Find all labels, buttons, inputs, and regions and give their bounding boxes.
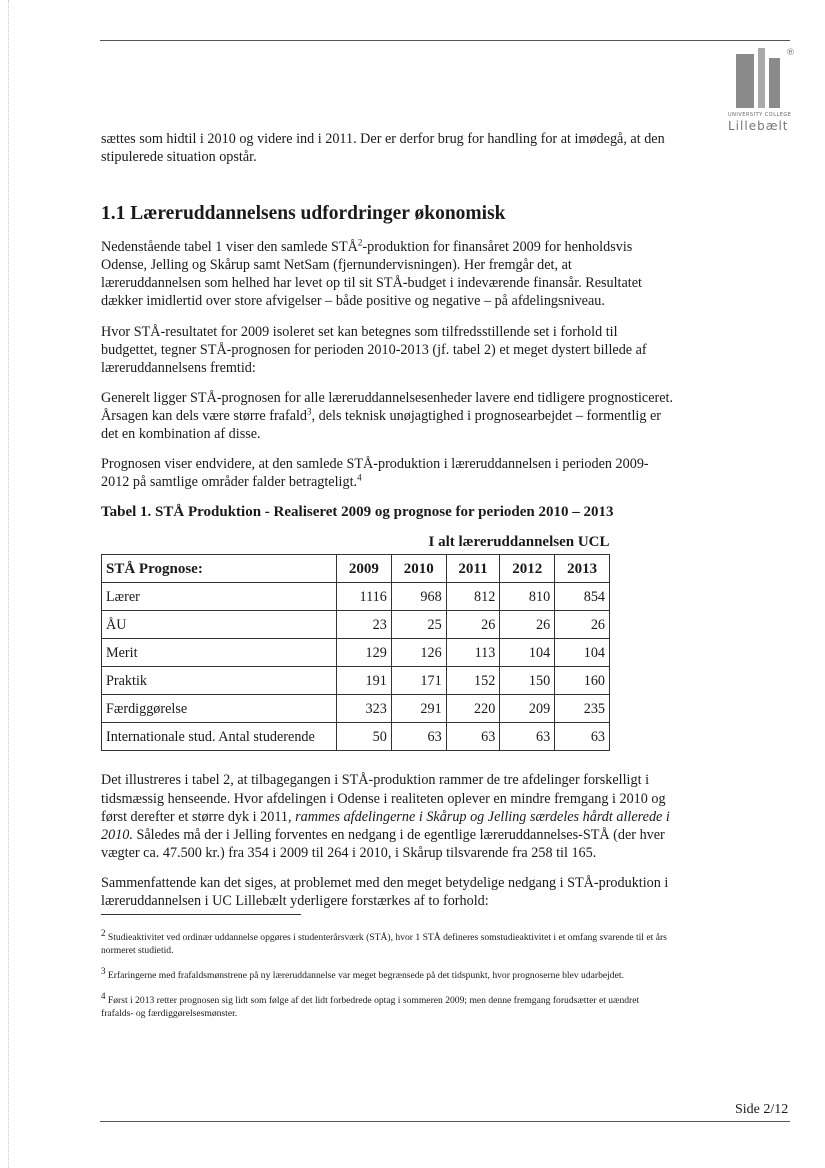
row-label: Lærer <box>102 583 337 611</box>
table-row <box>102 583 610 611</box>
logo-mark-icon <box>736 48 780 108</box>
table-header-year: 2012 <box>500 555 555 583</box>
paragraph-1: Nedenstående tabel 1 viser den samlede STÅ$^2$-produktion for finansåret 2009 for henholdsvis Odense, Jelling og Skårup samt NetSam (fjernundervisningen). Her fremgår det, at læreruddannelsen som helhed har levet op til sit STÅ-budget i indeværende finansår. Resultatet dækker imidlertid over store afvigelser – både positive og negative – på afdelingsniveau. <box>101 237 642 310</box>
table-header-row <box>102 555 610 583</box>
header-rule <box>100 40 790 41</box>
row-value: 63 <box>555 723 610 751</box>
emphasis-text: rammes afdelingerne i Skårup og Jelling særdeles hårdt allerede i 2010. <box>101 808 670 843</box>
row-value: 104 <box>555 639 610 667</box>
table-header-year: 2010 <box>391 555 446 583</box>
row-value: 113 <box>446 639 500 667</box>
paragraph-6: Sammenfattende kan det siges, at problemet med den meget betydelige nedgang i STÅ-produktion i læreruddannelsen i UC Lillebælt yderligere forstærkes af to forhold: <box>101 874 669 909</box>
table-row <box>102 611 610 639</box>
row-value: 220 <box>446 695 500 723</box>
logo-tagline: UNIVERSITY COLLEGE <box>728 112 792 118</box>
logo-name: Lillebælt <box>728 119 789 133</box>
paragraph-3: Generelt ligger STÅ-prognosen for alle læreruddannelsesenheder lavere end tidligere prognosticeret. Årsagen kan dels være større frafald$^3$, dels teknisk unøjagtighed i prognosearbejdet – formentlig er det en kombination af disse. <box>101 389 674 443</box>
row-value: 812 <box>446 583 500 611</box>
scan-edge <box>8 0 9 1168</box>
table-row <box>102 667 610 695</box>
table-row <box>102 695 610 723</box>
footnote-ref-4[interactable]: 4 <box>357 472 362 483</box>
table-header-label: STÅ Prognose: <box>102 555 337 583</box>
footnote-ref-3[interactable]: 3 <box>307 406 312 417</box>
paragraph-2: Hvor STÅ-resultatet for 2009 isoleret set kan betegnes som tilfredsstillende set i forhold til budgettet, tegner STÅ-prognosen for perioden 2010-2013 (jf. tabel 2) et meget dystert billede af læreruddannelsens fremtid: <box>101 323 647 376</box>
row-value: 152 <box>446 667 500 695</box>
row-value: 104 <box>500 639 555 667</box>
row-value: 1116 <box>337 583 392 611</box>
footnote-separator <box>101 914 301 915</box>
row-value: 126 <box>391 639 446 667</box>
row-value: 160 <box>555 667 610 695</box>
row-value: 209 <box>500 695 555 723</box>
table-row <box>102 639 610 667</box>
row-label: Praktik <box>102 667 337 695</box>
row-label: Internationale stud. Antal studerende <box>102 723 337 751</box>
paragraph-5: Det illustreres i tabel 2, at tilbagegangen i STÅ-produktion rammer de tre afdelinger forskelligt i tidsmæssig henseende. Hvor afdelingen i Odense i realiteten oplever en mindre fremgang i 2010 og først derefter et større dyk i 2011, rammes afdelingerne i Skårup og Jelling særdeles hårdt allerede i 2010. Således må der i Jelling forventes en nedgang i de egentlige læreruddannelses-STÅ (der hver vægter ca. 47.500 kr.) fra 354 i 2009 til 264 i 2010, i Skårup tilsvarende fra 258 til 165. <box>101 772 670 861</box>
table-header-year: 2009 <box>337 555 392 583</box>
row-value: 23 <box>337 611 392 639</box>
logo-registered-mark: ® <box>786 48 795 58</box>
table-group-header: I alt læreruddannelsen UCL <box>428 534 610 551</box>
sta-production-table <box>101 554 610 751</box>
table-title: Tabel 1. STÅ Produktion - Realiseret 2009 og prognose for perioden 2010 – 2013 <box>101 504 614 521</box>
footnote-2: $^2$ Studieaktivitet ved ordinær uddannelse opgøres i studenterårsværk (STÅ), hvor 1 STÅ defineres somstudieaktivitet i et omfang svarende til et års normeret studietid. <box>101 927 667 957</box>
row-value: 26 <box>555 611 610 639</box>
row-value: 171 <box>391 667 446 695</box>
footnote-ref-2[interactable]: 2 <box>357 237 363 248</box>
row-value: 810 <box>500 583 555 611</box>
row-value: 26 <box>500 611 555 639</box>
footnote-4: $^4$ Først i 2013 retter prognosen sig lidt som følge af det lidt forbedrede optag i sommeren 2009; men denne fremgang forudsætter et uændret frafalds- og færdiggørelsesmønster. <box>101 990 640 1020</box>
table-row <box>102 723 610 751</box>
table-header-year: 2013 <box>555 555 610 583</box>
row-value: 129 <box>337 639 392 667</box>
table-header-year: 2011 <box>446 555 500 583</box>
row-value: 235 <box>555 695 610 723</box>
intro-paragraph: sættes som hidtil i 2010 og videre ind i 2011. Der er derfor brug for handling for at imødegå, at den stipulerede situation opstår. <box>101 131 665 166</box>
document-body <box>101 130 673 1032</box>
row-value: 291 <box>391 695 446 723</box>
row-value: 854 <box>555 583 610 611</box>
row-value: 150 <box>500 667 555 695</box>
row-value: 63 <box>391 723 446 751</box>
row-value: 50 <box>337 723 392 751</box>
row-label: ÅU <box>102 611 337 639</box>
ucl-logo <box>728 48 798 133</box>
footnote-3: $^3$ Erfaringerne med frafaldsmønstrene på ny læreruddannelse var meget begrænsede på det tidspunkt, hvor prognoserne blev udarbejdet. <box>101 965 624 982</box>
row-value: 63 <box>500 723 555 751</box>
page-number: Side 2/12 <box>735 1102 789 1117</box>
footer-rule <box>100 1121 790 1122</box>
row-value: 323 <box>337 695 392 723</box>
row-value: 63 <box>446 723 500 751</box>
row-label: Merit <box>102 639 337 667</box>
row-value: 25 <box>391 611 446 639</box>
row-label: Færdiggørelse <box>102 695 337 723</box>
row-value: 968 <box>391 583 446 611</box>
row-value: 191 <box>337 667 392 695</box>
paragraph-4: Prognosen viser endvidere, at den samlede STÅ-produktion i læreruddannelsen i perioden 2009-2012 på samtlige områder falder betragteligt.$^4$ <box>101 456 649 491</box>
section-heading: 1.1 Læreruddannelsens udfordringer økonomisk <box>101 203 506 225</box>
row-value: 26 <box>446 611 500 639</box>
